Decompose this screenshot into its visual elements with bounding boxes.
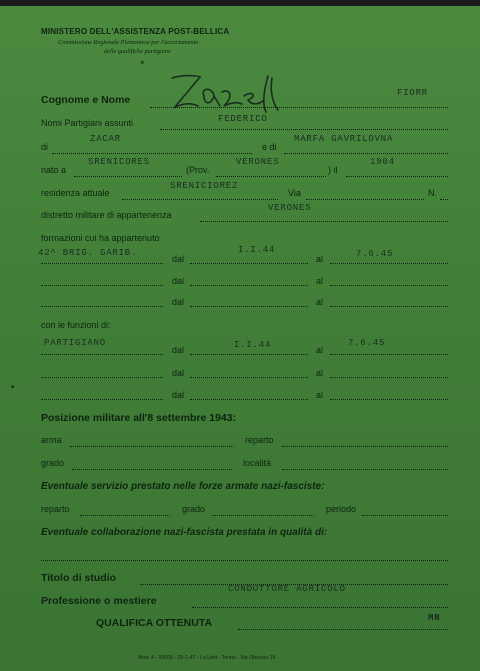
- value-formation-to: 7.6.45: [356, 249, 394, 259]
- value-qualifica-mark: MN: [428, 613, 441, 623]
- label-nato-a: nato a: [41, 165, 67, 175]
- value-nome-partigiano: FEDERICO: [218, 114, 268, 124]
- value-profession: CONDUTTORE AGRICOLO: [228, 584, 346, 594]
- label-formazioni: formazioni cui ha appartenuto: [41, 233, 160, 243]
- star-mark-icon: *: [140, 60, 145, 70]
- label-periodo: periodo: [326, 504, 357, 514]
- label-titolo-studio: Titolo di studio: [41, 572, 117, 584]
- label-localita: località: [243, 458, 272, 468]
- value-residence: SRENICIOREZ: [170, 181, 239, 191]
- label-prov: (Prov.: [186, 165, 210, 175]
- label-arma: arma: [41, 435, 62, 445]
- label-reparto-2: reparto: [41, 504, 70, 514]
- punch-mark-icon: •: [10, 383, 16, 393]
- value-distretto: VERONES: [268, 203, 312, 213]
- label-grado-1: grado: [41, 458, 65, 468]
- label-posizione-militare: Posizione militare all'8 settembre 1943:: [41, 412, 237, 424]
- value-function-to: 7.6.45: [348, 338, 386, 348]
- label-distretto: distretto militare di appartenenza: [41, 210, 172, 220]
- ministry-heading: MINISTERO DELL'ASSISTENZA POST-BELLICA: [41, 27, 230, 36]
- label-al-4: al: [316, 345, 324, 355]
- label-dal-5: dal: [172, 368, 185, 378]
- value-function-from: I.I.44: [234, 340, 272, 350]
- label-dal-2: dal: [172, 276, 185, 286]
- label-dal-4: dal: [172, 345, 185, 355]
- label-al-3: al: [316, 297, 324, 307]
- value-mother: MARFA GAVRILOVNA: [294, 134, 394, 144]
- label-professione: Professione o mestiere: [41, 595, 157, 607]
- label-n: N.: [428, 188, 437, 198]
- value-formation: 42^ BRIG. GARIB.: [38, 248, 138, 258]
- label-nomi-partigiani: Nomi Partigiani assunti: [41, 118, 134, 128]
- value-surname-typed: FIORR: [397, 88, 429, 98]
- label-reparto-1: reparto: [245, 435, 274, 445]
- label-e-di: e di: [262, 142, 277, 152]
- label-dal-3: dal: [172, 297, 185, 307]
- footer-print-info: Mod. 4 - 10000 - 25-1-47 - La Litot - Torino - Via Oleosso 16: [138, 655, 276, 661]
- scan-edge-top: [0, 0, 480, 6]
- label-il: ) il: [328, 165, 338, 175]
- label-servizio: Eventuale servizio prestato nelle forze armate nazi-fasciste:: [41, 481, 325, 492]
- value-father: ZACAR: [90, 134, 122, 144]
- label-al-2: al: [316, 276, 324, 286]
- label-dal-1: dal: [172, 254, 185, 264]
- label-cognome-nome: Cognome e Nome: [41, 94, 131, 106]
- label-funzioni: con le funzioni di:: [41, 320, 111, 330]
- commission-line-1: Commissione Regionale Piemontese per l'accertamento: [58, 39, 199, 46]
- label-al-5: al: [316, 368, 324, 378]
- label-dal-6: dal: [172, 390, 185, 400]
- value-birth-year: 1904: [370, 157, 395, 167]
- label-al-1: al: [316, 254, 324, 264]
- value-formation-from: I.I.44: [238, 245, 276, 255]
- handwritten-surname-icon: [160, 66, 300, 116]
- label-qualifica: QUALIFICA OTTENUTA: [96, 617, 213, 629]
- label-via: Via: [288, 188, 301, 198]
- label-al-6: al: [316, 390, 324, 400]
- label-di: di: [41, 142, 49, 152]
- label-grado-2: grado: [182, 504, 206, 514]
- value-province: VERONES: [236, 157, 280, 167]
- commission-line-2: delle qualifiche partigiane: [104, 48, 171, 55]
- value-function: PARTIGIANO: [44, 338, 107, 348]
- label-collaborazione: Eventuale collaborazione nazi-fascista prestata in qualità di:: [41, 527, 328, 538]
- label-residenza: residenza attuale: [41, 188, 110, 198]
- value-birthplace: SRENICORES: [88, 157, 151, 167]
